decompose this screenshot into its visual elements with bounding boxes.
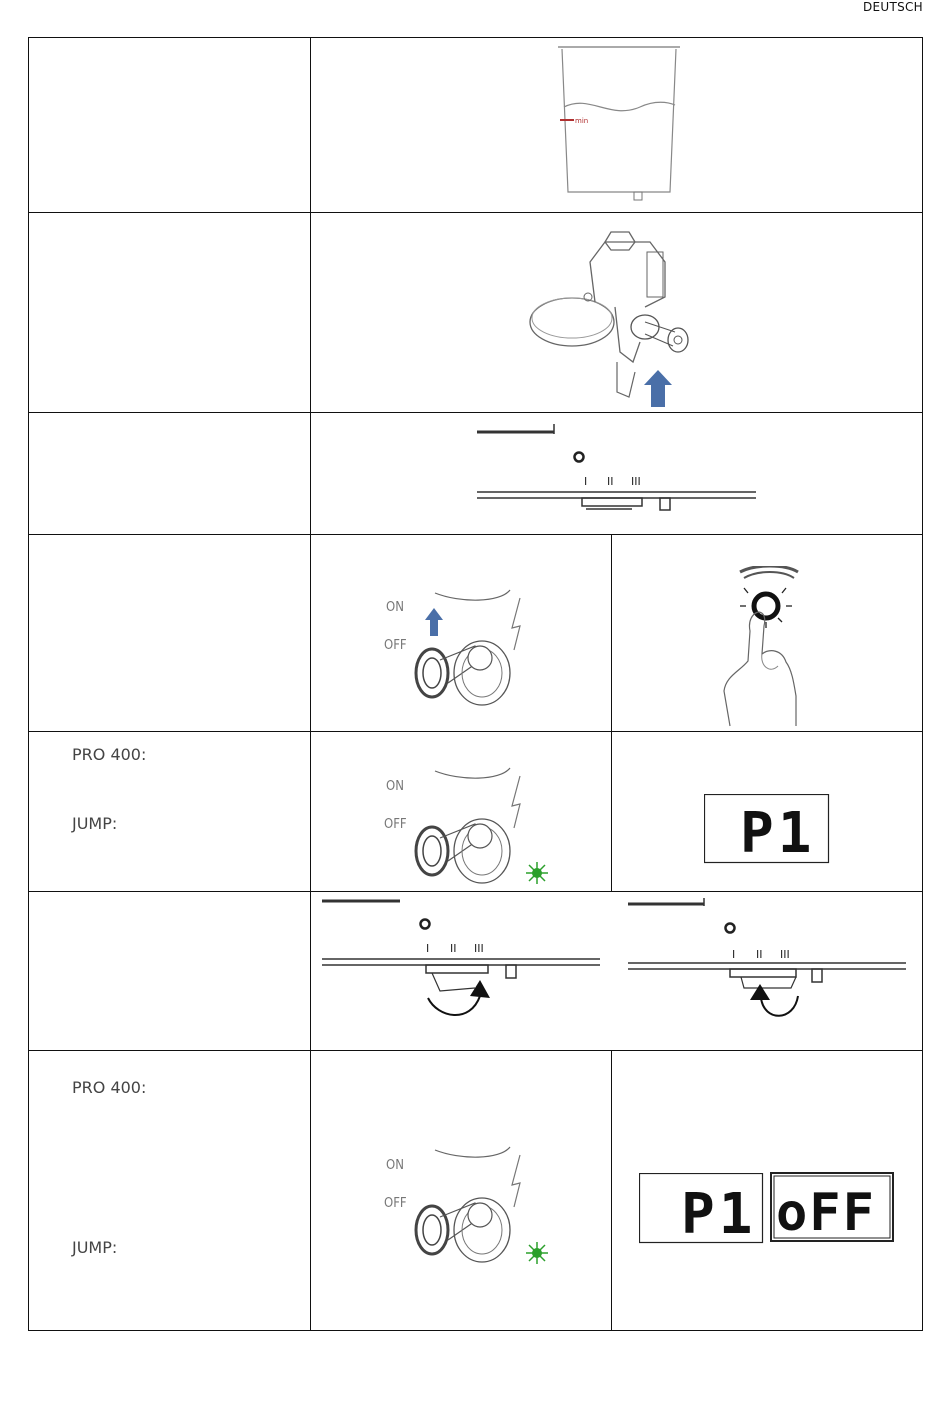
position-iii: III (631, 475, 641, 488)
green-led-icon (526, 1242, 548, 1264)
pro400-label: PRO 400: (72, 745, 147, 764)
position-iii: III (474, 942, 484, 955)
pro400-label: PRO 400: (72, 1078, 147, 1097)
position-ii: II (450, 942, 457, 955)
switch-off-label: OFF (384, 1196, 407, 1211)
switch-off-label: OFF (384, 638, 407, 653)
water-tank-illustration (550, 42, 690, 207)
jump-label: JUMP: (72, 814, 118, 833)
display-p1 (704, 794, 830, 864)
position-ii: II (607, 475, 614, 488)
power-switch-on-illustration (380, 1145, 555, 1270)
selector-rotate-left-illustration (626, 896, 911, 1046)
display-p1-text: P1 (740, 801, 816, 864)
selector-panel-illustration (474, 418, 759, 518)
position-i: I (584, 475, 588, 488)
display-p1-text: P1 (681, 1182, 757, 1245)
display-off (770, 1172, 896, 1244)
position-i: I (426, 942, 430, 955)
switch-on-label: ON (386, 1158, 404, 1173)
brew-group-illustration (525, 222, 705, 407)
display-p1 (639, 1173, 765, 1245)
switch-on-label: ON (386, 779, 404, 794)
switch-off-label: OFF (384, 817, 407, 832)
power-switch-up-illustration (380, 588, 540, 718)
jump-label: JUMP: (72, 1238, 118, 1257)
position-ii: II (756, 948, 763, 961)
finger-press-button-illustration (700, 566, 820, 731)
selector-rotate-right-illustration (320, 896, 605, 1046)
language-label: DEUTSCH (862, 0, 923, 14)
switch-on-label: ON (386, 600, 404, 615)
position-i: I (732, 948, 736, 961)
position-iii: III (780, 948, 790, 961)
power-switch-on-illustration (380, 766, 555, 886)
green-led-icon (526, 862, 548, 884)
min-label: min (575, 117, 589, 125)
display-off-text: oFF (776, 1183, 876, 1243)
